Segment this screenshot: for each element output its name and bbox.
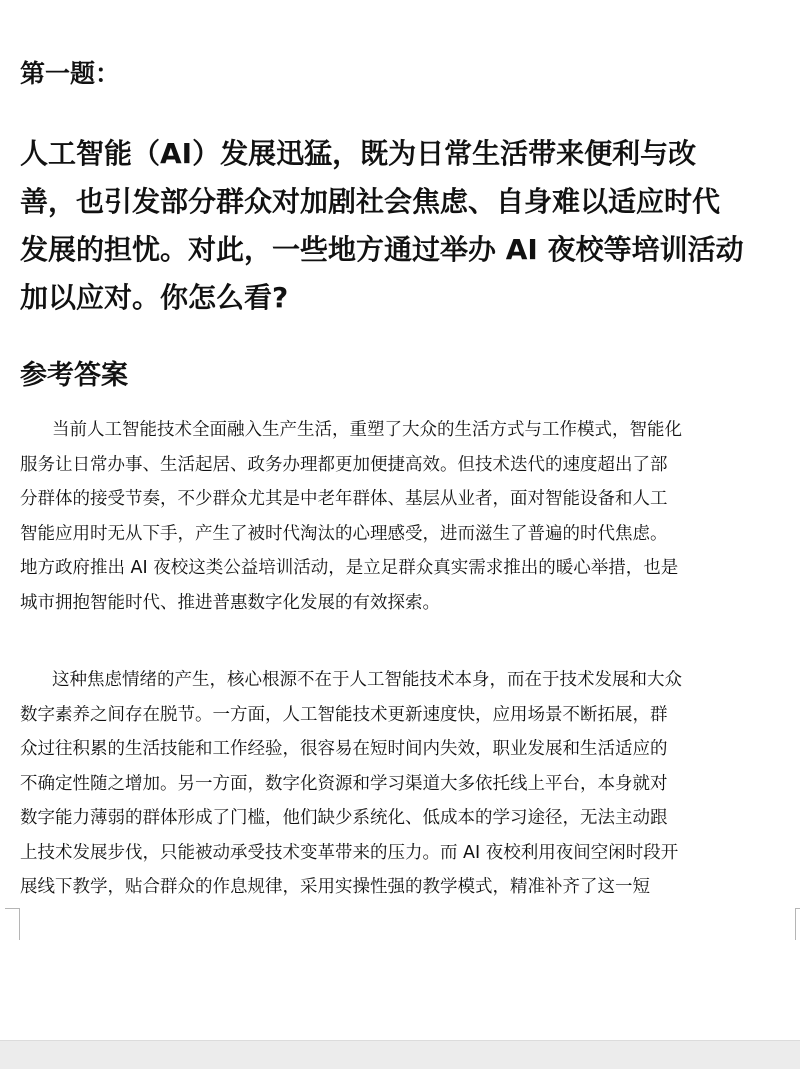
page-margin-mark-left — [19, 908, 20, 940]
question-line: 善，也引发部分群众对加剧社会焦虑、自身难以适应时代 — [20, 185, 721, 218]
paragraph-line: 分群体的接受节奏，不少群众尤其是中老年群体、基层从业者，面对智能设备和人工 — [20, 489, 668, 509]
paragraph-line: 上技术发展步伐，只能被动承受技术变革带来的压力。而 AI 夜校利用夜间空闲时段开 — [20, 842, 679, 863]
page-gap — [0, 1040, 800, 1069]
question-line: 发展的担忧。对此，一些地方通过举办 AI 夜校等培训活动 — [20, 233, 744, 266]
paragraph-line: 数字能力薄弱的群体形成了门槛，他们缺少系统化、低成本的学习途径，无法主动跟 — [20, 808, 668, 828]
page-margin-mark-right — [795, 908, 796, 940]
paragraph-line: 众过往积累的生活技能和工作经验，很容易在短时间内失效，职业发展和生活适应的 — [20, 739, 668, 759]
question-line: 人工智能（AI）发展迅猛，既为日常生活带来便利与改 — [20, 137, 697, 170]
answer-paragraph-1 — [20, 413, 795, 620]
answer-heading: 参考答案 — [20, 360, 128, 391]
paragraph-line: 展线下教学，贴合群众的作息规律，采用实操性强的教学模式，精准补齐了这一短 — [20, 877, 650, 897]
paragraph-line: 不确定性随之增加。另一方面，数字化资源和学习渠道大多依托线上平台，本身就对 — [20, 773, 668, 794]
page-corner-mark-left — [5, 908, 19, 909]
paragraph-line: 地方政府推出 AI 夜校这类公益培训活动，是立足群众真实需求推出的暖心举措，也是 — [20, 558, 679, 578]
paragraph-line: 当前人工智能技术全面融入生产生活，重塑了大众的生活方式与工作模式，智能化 — [52, 420, 682, 440]
paragraph-line: 城市拥抱智能时代、推进普惠数字化发展的有效探索。 — [20, 592, 440, 613]
question-line: 加以应对。你怎么看? — [20, 281, 289, 314]
answer-paragraph-2 — [20, 663, 795, 905]
paragraph-line: 数字素养之间存在脱节。一方面，人工智能技术更新速度快，应用场景不断拓展，群 — [20, 704, 668, 725]
question-text — [20, 130, 795, 322]
question-label: 第一题： — [20, 59, 121, 88]
page-corner-mark-right — [796, 908, 800, 909]
paragraph-line: 智能应用时无从下手，产生了被时代淘汰的心理感受，进而滋生了普遍的时代焦虑。 — [20, 523, 668, 544]
paragraph-line: 服务让日常办事、生活起居、政务办理都更加便捷高效。但技术迭代的速度超出了部 — [20, 454, 668, 475]
paragraph-line: 这种焦虑情绪的产生，核心根源不在于人工智能技术本身，而在于技术发展和大众 — [52, 670, 682, 690]
